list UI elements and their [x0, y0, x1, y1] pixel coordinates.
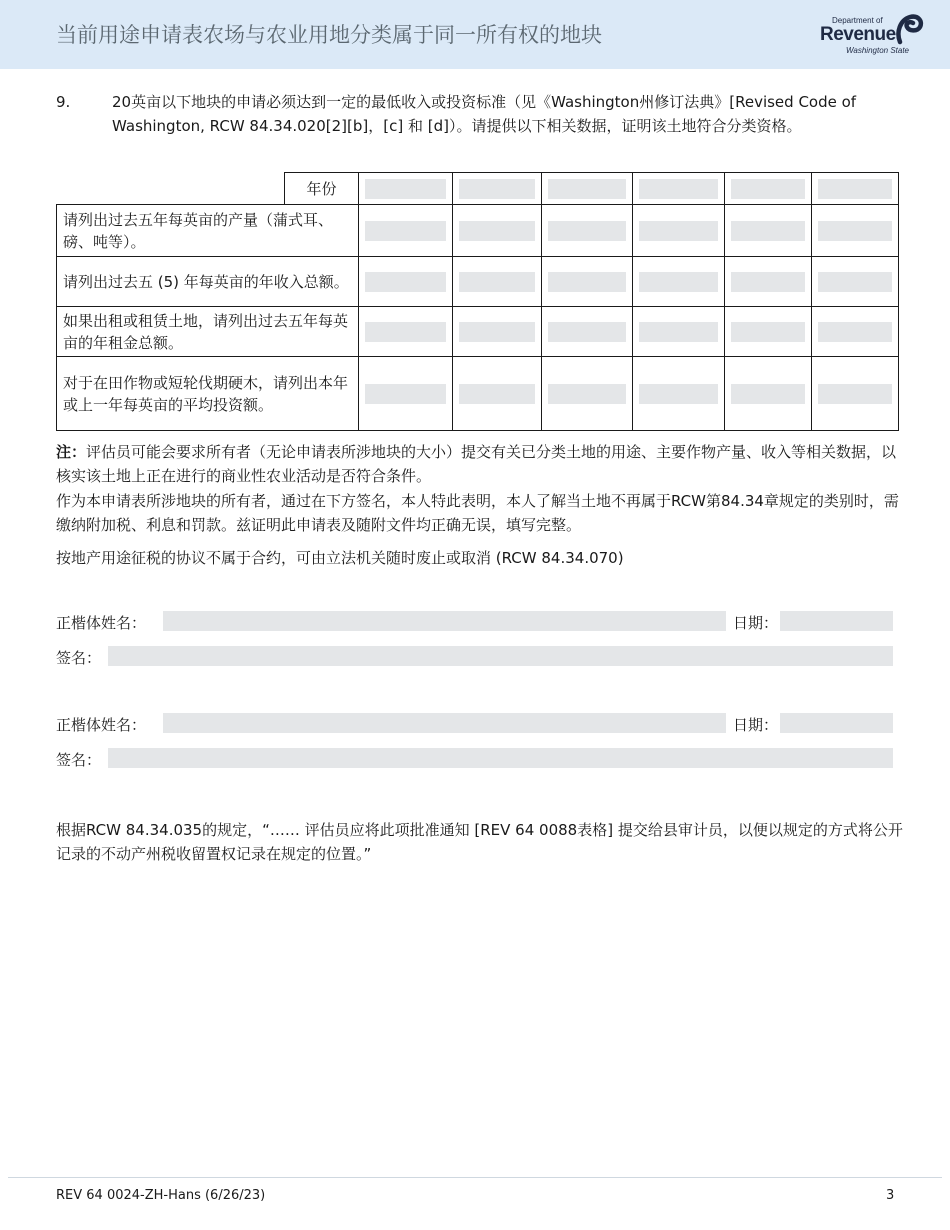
date-field-2[interactable] [780, 713, 893, 733]
signature-label-2: 签名： [56, 751, 102, 769]
data-cell[interactable] [359, 205, 453, 257]
year-cell[interactable] [633, 173, 725, 205]
logo-revenue-text: Revenue [820, 24, 896, 45]
year-cell[interactable] [542, 173, 633, 205]
data-cell[interactable] [633, 205, 725, 257]
data-cell[interactable] [453, 205, 542, 257]
agreement-paragraph: 按地产用途征税的协议不属于合约，可由立法机关随时废止或取消 (RCW 84.34.070) [56, 549, 624, 567]
page-header [0, 0, 950, 69]
signature-field-2[interactable] [108, 748, 893, 768]
print-name-field-2[interactable] [163, 713, 726, 733]
income-data-table [56, 172, 899, 431]
print-name-field-1[interactable] [163, 611, 726, 631]
data-cell[interactable] [812, 205, 899, 257]
form-id: REV 64 0024-ZH-Hans (6/26/23) [56, 1188, 266, 1203]
year-cell[interactable] [725, 173, 812, 205]
page-title: 当前用途申请表农场与农业用地分类属于同一所有权的地块 [56, 23, 602, 47]
data-cell[interactable] [633, 257, 725, 307]
data-cell[interactable] [812, 257, 899, 307]
note-prefix: 注： [56, 443, 87, 461]
data-cell[interactable] [725, 257, 812, 307]
row-label-yield: 请列出过去五年每英亩的产量（蒲式耳、磅、吨等）。 [57, 205, 359, 257]
date-field-1[interactable] [780, 611, 893, 631]
data-cell[interactable] [359, 257, 453, 307]
data-cell[interactable] [453, 307, 542, 357]
logo-swirl-icon [894, 14, 924, 46]
year-row [57, 173, 899, 205]
date-label-2: 日期： [733, 716, 779, 734]
item-number: 9. [56, 93, 71, 111]
row-label-investment: 对于在田作物或短轮伐期硬木，请列出本年或上一年每英亩的平均投资额。 [57, 357, 359, 431]
print-name-label-1: 正楷体姓名： [56, 614, 147, 632]
data-cell[interactable] [453, 257, 542, 307]
signature-field-1[interactable] [108, 646, 893, 666]
data-cell[interactable] [542, 307, 633, 357]
rcw-note-paragraph: 根据RCW 84.34.035的规定，“…… 评估员应将此项批准通知 [REV 64 0088表格] 提交给县审计员，以便以规定的方式将公开记录的不动产州税收留置权记录在规定的位置。” [56, 821, 903, 863]
data-cell[interactable] [453, 357, 542, 431]
year-label: 年份 [285, 173, 359, 205]
data-cell[interactable] [359, 307, 453, 357]
table-row [57, 205, 899, 257]
data-cell[interactable] [633, 357, 725, 431]
note-text: 评估员可能会要求所有者（无论申请表所涉地块的大小）提交有关已分类土地的用途、主要作物产量、收入等相关数据，以核实该土地上正在进行的商业性农业活动是否符合条件。 [56, 443, 897, 485]
data-cell[interactable] [542, 205, 633, 257]
dor-logo [820, 14, 925, 58]
declaration-paragraph: 作为本申请表所涉地块的所有者，通过在下方签名，本人特此表明，本人了解当土地不再属于RCW第84.34章规定的类别时，需缴纳附加税、利息和罚款。兹证明此申请表及随附文件均正确无误，填写完整。 [56, 492, 899, 534]
page-number: 3 [886, 1188, 895, 1203]
year-cell[interactable] [359, 173, 453, 205]
logo-dept-text: Department of [832, 16, 883, 25]
footer-divider [8, 1177, 942, 1178]
row-label-rent: 如果出租或租赁土地，请列出过去五年每英亩的年租金总额。 [57, 307, 359, 357]
data-cell[interactable] [359, 357, 453, 431]
table-row [57, 257, 899, 307]
note-paragraph [56, 440, 904, 488]
date-label-1: 日期： [733, 614, 779, 632]
data-cell[interactable] [725, 205, 812, 257]
item-9-text: 20英亩以下地块的申请必须达到一定的最低收入或投资标准（见《Washington州修订法典》[Revised Code of Washington, RCW 84.34.020[2][b]，[c] 和 [d]）。请提供以下相关数据，证明该土地符合分类资格。 [112, 93, 857, 135]
year-cell[interactable] [812, 173, 899, 205]
print-name-label-2: 正楷体姓名： [56, 716, 147, 734]
data-cell[interactable] [633, 307, 725, 357]
data-cell[interactable] [812, 307, 899, 357]
year-cell[interactable] [453, 173, 542, 205]
signature-label-1: 签名： [56, 649, 102, 667]
data-cell[interactable] [812, 357, 899, 431]
logo-state-text: Washington State [846, 46, 910, 55]
table-row [57, 357, 899, 431]
data-cell[interactable] [542, 257, 633, 307]
table-row [57, 307, 899, 357]
data-cell[interactable] [725, 307, 812, 357]
data-cell[interactable] [542, 357, 633, 431]
data-cell[interactable] [725, 357, 812, 431]
row-label-income: 请列出过去五 (5) 年每英亩的年收入总额。 [57, 257, 359, 307]
